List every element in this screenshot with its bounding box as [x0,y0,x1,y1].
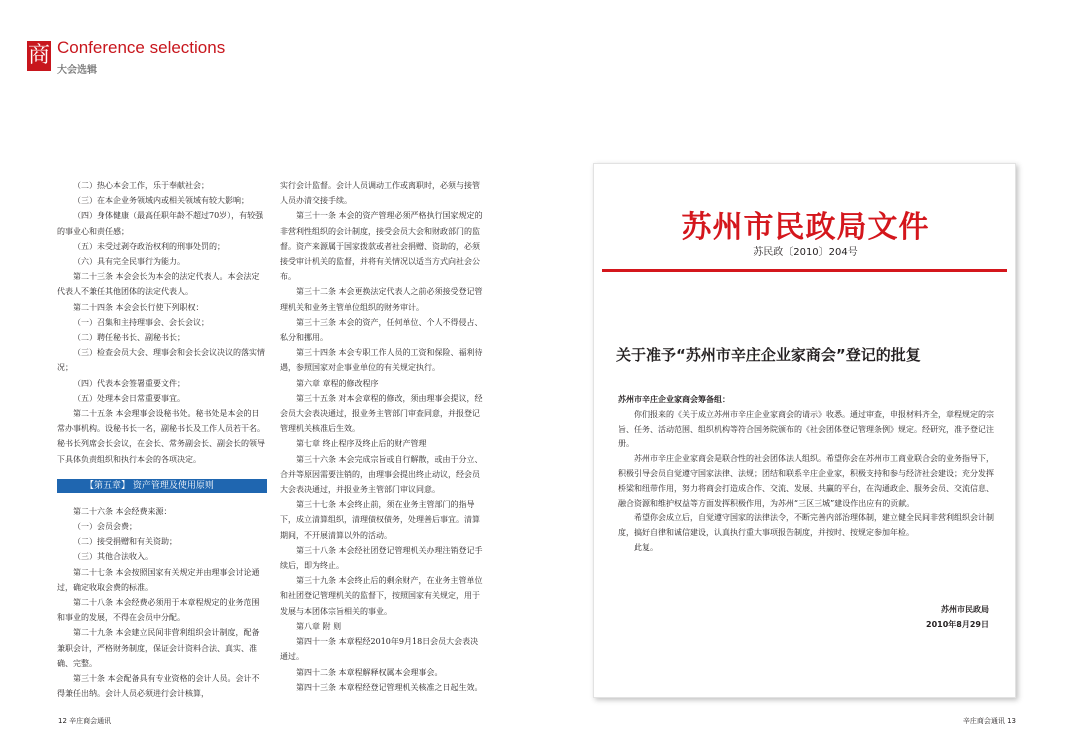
official-document-card [593,163,1016,698]
paragraph: 苏州市辛庄企业家商会是联合性的社会团体法人组织。希望你会在苏州市工商业联合会的业务指导下，积极引导会员自觉遵守国家法律、法规；团结和联系辛庄企业家，积极支持和参与经济社会建设；充分发挥桥梁和纽带作用，努力将商会打造成合作、交流、发展、共赢的平台，在沟通政企、服务会员、交流信息、融合资源和维护权益等方面发挥积极作用，为苏州“三区三城”建设作出应有的贡献。 [618,454,994,508]
paragraph: 此复。 [634,542,658,552]
document-issuer-title: 苏州市民政局文件 [681,210,930,245]
page-footer-left: 12 辛庄商会通讯 [58,717,112,725]
paragraph: 第二十四条 本会会长行使下列职权： [73,302,204,312]
paragraph: 第四十二条 本章程解释权属本会理事会。 [296,667,443,677]
sign-date: 2010年8月29日 [926,620,989,629]
approval-title: 关于准予“苏州市辛庄企业家商会”登记的批复 [616,346,921,364]
page-footer-right: 辛庄商会通讯 13 [962,717,1016,725]
paragraph: （一）召集和主持理事会、会长会议； [73,317,209,327]
paragraph: （一）会员会费； [73,522,137,532]
left-text-column [57,178,267,702]
paragraph: 第二十八条 本会经费必须用于本章程规定的业务范围和事业的发展，不得在会员中分配。 [57,598,260,623]
paragraph: 第三十二条 本会更换法定代表人之前必须接受登记管理机关和业务主管单位组织的财务审计。 [280,287,483,312]
red-divider-rule [602,269,1007,272]
chapter-heading: 第七章 终止程序及终止后的财产管理 [296,439,427,449]
paragraph: （五）处理本会日常重要事宜。 [73,393,185,403]
paragraph: 第二十五条 本会理事会设秘书处。秘书处是本会的日常办事机构。设秘书长一名，副秘书长及工作人员若干名。秘书长列席会长会议，在会长、常务副会长、副会长的领导下具体负责组织和执行本会的各项决定。 [57,409,265,464]
magazine-logo-icon: 商 [27,41,51,71]
paragraph: （四）身体健康（最高任职年龄不超过70岁），有较强的事业心和责任感； [57,211,264,236]
paragraph: 第三十一条 本会的资产管理必须严格执行国家规定的非营利性组织的会计制度，接受会员大会和财政部门的监督。资产来源属于国家拨款或者社会捐赠、资助的，必须接受审计机关的监督，并将有关情况以适当方式向社会公布。 [280,211,483,282]
paragraph: 第四十一条 本章程经2010年9月18日会员大会表决通过。 [280,637,479,662]
document-number: 苏民政〔2010〕204号 [753,247,858,258]
paragraph: 你们报来的《关于成立苏州市辛庄企业家商会的请示》收悉。通过审查，申报材料齐全，章程规定的宗旨、任务、活动范围、组织机构等符合国务院颁布的《社会团体登记管理条例》规定。经研究，准予登记注册。 [618,409,994,449]
paragraph: （四）代表本会签署重要文件； [73,378,185,388]
paragraph: 第三十九条 本会终止后的剩余财产，在业务主管单位和社团登记管理机关的监督下，按照国家有关规定，用于发展与本团体宗旨相关的事业。 [280,576,483,616]
salutation: 苏州市辛庄企业家商会筹备组： [618,395,730,404]
paragraph: 第二十七条 本会按照国家有关规定并由理事会讨论通过，确定收取会费的标准。 [57,567,260,592]
paragraph: （二）聘任秘书长、副秘书长； [73,333,185,343]
paragraph: （二）热心本会工作，乐于奉献社会； [73,181,209,190]
paragraph: 第四十三条 本章程经登记管理机关核准之日起生效。 [296,682,483,692]
chapter-heading: 第六章 章程的修改程序 [296,378,379,388]
document-body [618,393,994,556]
chapter-heading-bar: 【第五章】 资产管理及使用原则 [57,479,267,493]
paragraph: （三）检查会员大会、理事会和会长会议决议的落实情况； [57,348,265,373]
chapter-heading: 第八章 附 则 [296,621,342,631]
paragraph: 第二十六条 本会经费来源： [73,506,172,516]
paragraph: 第三十六条 本会完成宗旨或自行解散，或由于分立、合并等原因需要注销的，由理事会提出终止动议，经会员大会表决通过，并报业务主管部门审议同意。 [280,454,483,495]
paragraph: 希望你会成立后，自觉遵守国家的法律法令，不断完善内部治理体制，建立健全民间非营利组织会计制度，搞好自律和诚信建设，认真执行重大事项报告制度，并按时、按规定参加年检。 [618,513,994,538]
paragraph: （三）在本企业务领域内或相关领域有较大影响； [73,196,249,206]
middle-text-column [280,178,485,695]
paragraph: （五）未受过剥夺政治权利的刑事处罚的； [73,241,225,251]
paragraph: （三）其他合法收入。 [73,552,153,562]
paragraph: 第三十七条 本会终止前，须在业务主管部门的指导下，成立清算组织，清理债权债务，处理善后事宜。清算期间，不开展清算以外的活动。 [280,500,480,540]
signer: 苏州市民政局 [941,605,989,614]
paragraph: （二）接受捐赠和有关资助； [73,537,177,547]
paragraph: （六）具有完全民事行为能力。 [73,257,185,267]
paragraph: 第二十三条 本会会长为本会的法定代表人。本会法定代表人不兼任其他团体的法定代表人。 [57,272,260,297]
section-title: Conference selections [57,38,226,57]
paragraph: 第三十三条 本会的资产，任何单位、个人不得侵占、私分和挪用。 [280,317,483,343]
paragraph: 第三十四条 本会专职工作人员的工资和保险、福利待遇，参照国家对企事业单位的有关规定执行。 [280,348,483,373]
section-subtitle: 大会选辑 [57,65,97,76]
paragraph: 第三十八条 本会经社团登记管理机关办理注销登记手续后，即为终止。 [280,545,483,571]
paragraph: 第二十九条 本会建立民间非营利组织会计制度，配备兼职会计，严格财务制度，保证会计资料合法、真实、准确、完整。 [57,628,260,668]
paragraph: 第三十五条 对本会章程的修改，须由理事会提议，经会员大会表决通过，报业务主管部门审查同意，并报登记管理机关核准后生效。 [280,393,483,434]
paragraph: 实行会计监督。会计人员调动工作或离职时，必须与接管人员办清交接手续。 [280,181,480,206]
paragraph: 第三十条 本会配备具有专业资格的会计人员。会计不得兼任出纳。会计人员必须进行会计核算， [57,674,260,699]
